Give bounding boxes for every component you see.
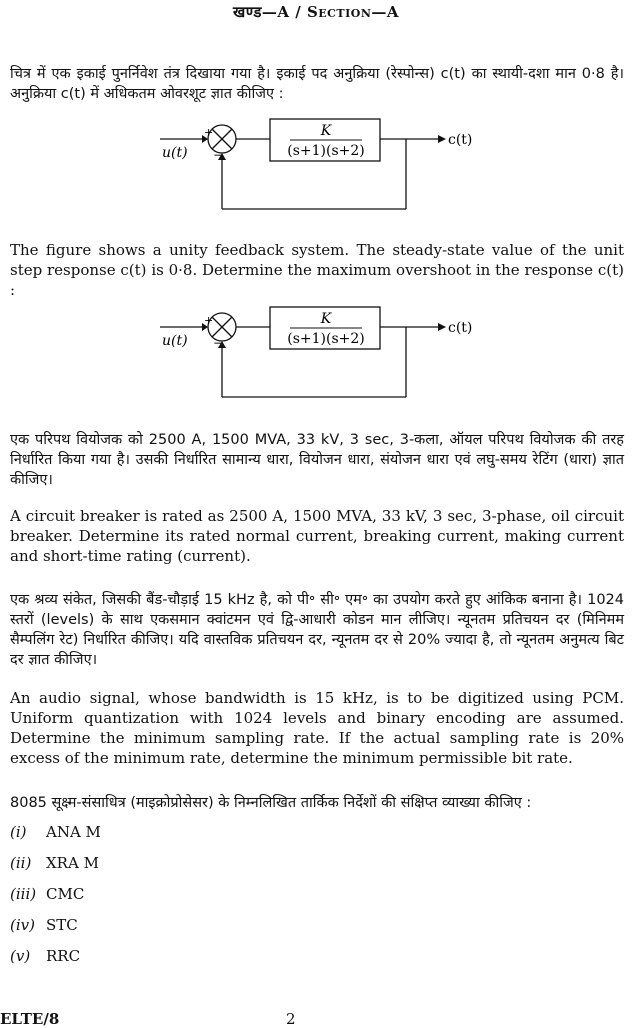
section-header (0, 2, 632, 22)
q3-english-text: An audio signal, whose bandwidth is 15 kHz, is to be digitized using PCM. Uniform quantization with 1024 levels and binary encoding are assumed. Determine the minimum sampling rate. If the actual sampling rate is 20% excess of the minimum rate, determine the minimum permissible bit rate. (10, 689, 624, 767)
list-item-num: (iv) (10, 915, 35, 934)
diagram-2-input-label: u(t) (162, 333, 188, 349)
q2-english-text: A circuit breaker is rated as 2500 A, 1500 MVA, 33 kV, 3 sec, 3-phase, oil circuit breaker. Determine its rated normal current, breaking current, making current and short-time rating (current). (10, 507, 624, 565)
q1-english-text: The figure shows a unity feedback system. The steady-state value of the unit step response c(t) is 0·8. Determine the maximum overshoot in the response c(t) : (10, 241, 624, 299)
q3-hindi-text: एक श्रव्य संकेत, जिसकी बैंड-चौड़ाई 15 kHz है, को पी॰ सी॰ एम॰ का उपयोग करते हुए आंकिक बनाना है। 1024 स्तरों (levels) के साथ एकसमान क्वांटमन एवं द्वि-आधारी कोडन मान लीजिए। न्यूनतम प्रतिचयन दर (मिनिमम सैम्पलिंग रेट) निर्धारित कीजिए। यदि वास्तविक प्रतिचयन दर, न्यूनतम दर से 20% ज्यादा है, तो न्यूनतम अनुमत्य बिट दर ज्ञात कीजिए। (10, 592, 624, 668)
list-item-num: (ii) (10, 853, 32, 872)
diagram-2-plus: + (204, 314, 214, 327)
diagram-1-input-label: u(t) (162, 145, 188, 161)
feedback-diagram-1 (150, 112, 490, 216)
list-item-num: (i) (10, 822, 27, 841)
q1-hindi-text: चित्र में एक इकाई पुनर्निवेश तंत्र दिखाया गया है। इकाई पद अनुक्रिया (रेस्पोन्स) c(t) का स्थायी-दशा मान 0·8 है। अनुक्रिया c(t) में अधिकतम ओवरशूट ज्ञात कीजिए : (10, 66, 624, 102)
list-item-text: XRA M (46, 853, 99, 872)
list-item (10, 909, 310, 940)
diagram-1-output-label: c(t) (448, 132, 473, 148)
list-item (10, 878, 310, 909)
section-header-sep: / (289, 3, 307, 21)
list-item (10, 940, 310, 971)
diagram-1-denominator: (s+1)(s+2) (287, 143, 365, 159)
diagram-1-plus: + (204, 126, 214, 139)
section-header-hindi: खण्ड—A (232, 3, 290, 21)
q2-hindi-text: एक परिपथ वियोजक को 2500 A, 1500 MVA, 33 kV, 3 sec, 3-कला, ऑयल परिपथ वियोजक की तरह निर्धारित किया गया है। उसकी निर्धारित सामान्य धारा, वियोजन धारा, संयोजन धारा एवं लघु-समय रेटिंग (धारा) ज्ञात कीजिए। (10, 432, 624, 488)
q4-hindi-text: 8085 सूक्ष्म-संसाधित्र (माइक्रोप्रोसेसर) के निम्नलिखित तार्किक निर्देशों की संक्षिप्त व्याख्या कीजिए : (10, 795, 532, 811)
diagram-2-output-label: c(t) (448, 320, 473, 336)
list-item-text: STC (46, 915, 78, 934)
instruction-list (10, 816, 310, 971)
page-number: 2 (286, 1010, 296, 1028)
diagram-2-denominator: (s+1)(s+2) (287, 331, 365, 347)
diagram-1-numerator: K (320, 123, 332, 139)
list-item-text: ANA M (46, 822, 101, 841)
footer-code: ELTE/8 (0, 1010, 60, 1028)
list-item (10, 847, 310, 878)
list-item (10, 816, 310, 847)
section-header-english: Section—A (306, 3, 400, 21)
list-item-num: (iii) (10, 884, 37, 903)
diagram-2-minus: − (213, 336, 224, 350)
feedback-diagram-2 (150, 300, 490, 404)
list-item-text: CMC (46, 884, 85, 903)
diagram-1-minus: − (213, 148, 224, 162)
diagram-2-numerator: K (320, 311, 332, 327)
list-item-text: RRC (46, 946, 81, 965)
list-item-num: (v) (10, 946, 31, 965)
